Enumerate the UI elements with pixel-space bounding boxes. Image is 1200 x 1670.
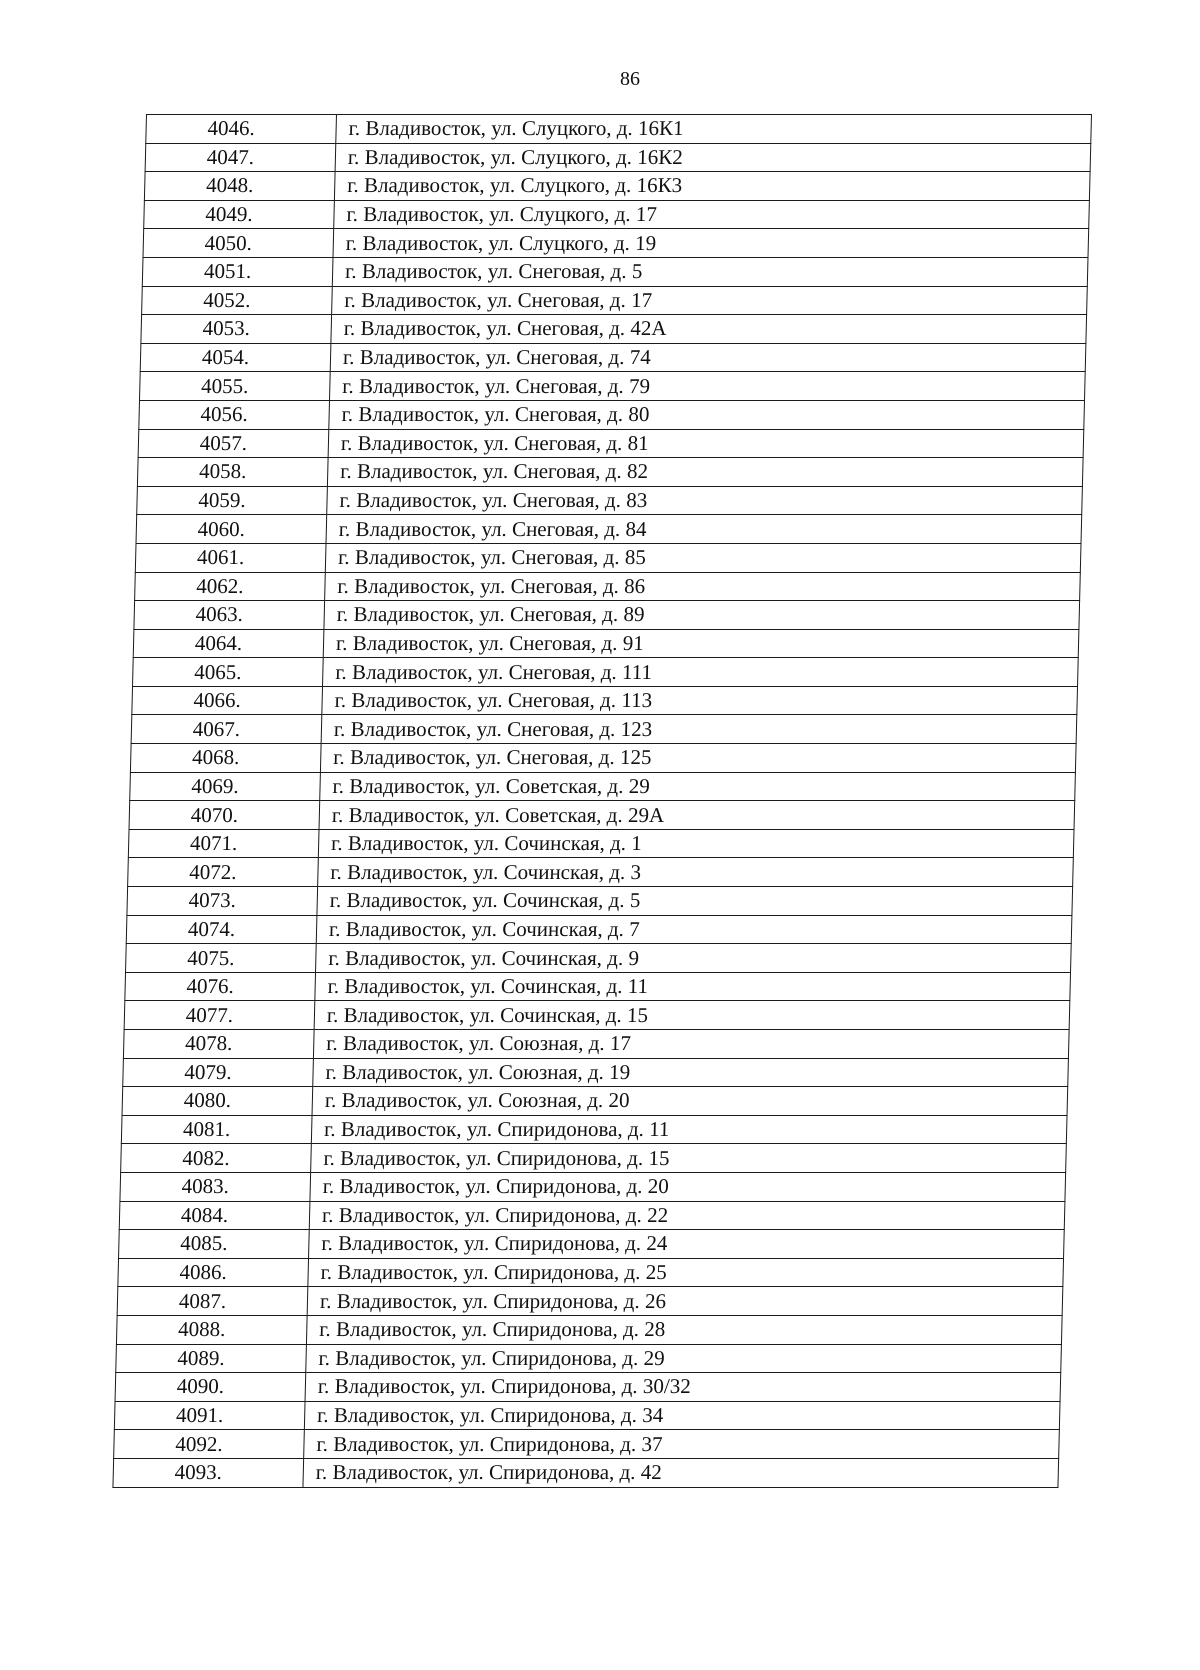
row-number: 4068. (130, 744, 321, 773)
row-address: г. Владивосток, ул. Спиридонова, д. 24 (309, 1230, 1065, 1259)
page-number: 86 (620, 68, 640, 90)
table-row (117, 1287, 1063, 1316)
row-address: г. Владивосток, ул. Снеговая, д. 113 (322, 686, 1078, 715)
row-number: 4061. (135, 543, 326, 572)
table-row (123, 1030, 1069, 1059)
table-row (119, 1201, 1065, 1230)
row-address: г. Владивосток, ул. Сочинская, д. 9 (316, 944, 1072, 973)
table-row (126, 915, 1072, 944)
row-number: 4091. (114, 1401, 305, 1430)
table-row (143, 229, 1089, 258)
row-number: 4079. (123, 1058, 314, 1087)
row-address: г. Владивосток, ул. Снеговая, д. 89 (324, 601, 1080, 630)
table-row (114, 1430, 1060, 1459)
row-address: г. Владивосток, ул. Спиридонова, д. 25 (308, 1258, 1064, 1287)
table-row (129, 801, 1075, 830)
row-address: г. Владивосток, ул. Слуцкого, д. 19 (333, 229, 1089, 258)
table-row (123, 1058, 1069, 1087)
row-number: 4060. (136, 515, 327, 544)
row-address: г. Владивосток, ул. Спиридонова, д. 20 (310, 1172, 1066, 1201)
table-row (130, 744, 1076, 773)
table-row (142, 286, 1088, 315)
table-row (122, 1087, 1068, 1116)
row-number: 4090. (115, 1373, 306, 1402)
row-address: г. Владивосток, ул. Сочинская, д. 3 (318, 858, 1074, 887)
row-address: г. Владивосток, ул. Спиридонова, д. 26 (307, 1287, 1063, 1316)
row-number: 4069. (130, 772, 321, 801)
row-number: 4070. (129, 801, 320, 830)
row-address: г. Владивосток, ул. Слуцкого, д. 17 (334, 200, 1090, 229)
row-number: 4085. (119, 1230, 310, 1259)
table-row (135, 543, 1081, 572)
table-row (145, 143, 1091, 172)
row-number: 4053. (141, 315, 332, 344)
table-row (133, 658, 1079, 687)
row-address: г. Владивосток, ул. Советская, д. 29 (320, 772, 1076, 801)
row-address: г. Владивосток, ул. Снеговая, д. 86 (325, 572, 1081, 601)
table-row (144, 200, 1090, 229)
table-row (144, 172, 1090, 201)
row-number: 4055. (139, 372, 330, 401)
table-row (133, 629, 1079, 658)
table-row (114, 1401, 1060, 1430)
table-row (139, 372, 1085, 401)
row-number: 4093. (113, 1458, 304, 1487)
row-address: г. Владивосток, ул. Снеговая, д. 81 (328, 429, 1084, 458)
row-address: г. Владивосток, ул. Снеговая, д. 5 (332, 257, 1088, 286)
table-row (146, 115, 1092, 144)
row-number: 4048. (144, 172, 335, 201)
row-number: 4083. (120, 1172, 311, 1201)
table-row (113, 1458, 1059, 1487)
table-row (140, 343, 1086, 372)
row-address: г. Владивосток, ул. Слуцкого, д. 16К1 (336, 115, 1092, 144)
row-number: 4092. (114, 1430, 305, 1459)
table-row (132, 686, 1078, 715)
row-number: 4064. (133, 629, 324, 658)
table-row (126, 944, 1072, 973)
table-row (134, 601, 1080, 630)
table-row (141, 315, 1087, 344)
table-row (137, 486, 1083, 515)
row-address: г. Владивосток, ул. Спиридонова, д. 34 (304, 1401, 1060, 1430)
row-number: 4047. (145, 143, 336, 172)
row-address: г. Владивосток, ул. Союзная, д. 20 (312, 1087, 1068, 1116)
row-address: г. Владивосток, ул. Снеговая, д. 84 (326, 515, 1082, 544)
row-address: г. Владивосток, ул. Снеговая, д. 17 (332, 286, 1088, 315)
row-address: г. Владивосток, ул. Спиридонова, д. 30/32 (305, 1373, 1061, 1402)
row-number: 4063. (134, 601, 325, 630)
row-number: 4065. (133, 658, 324, 687)
row-number: 4077. (124, 1001, 315, 1030)
row-address: г. Владивосток, ул. Снеговая, д. 74 (330, 343, 1086, 372)
row-number: 4062. (135, 572, 326, 601)
row-number: 4087. (117, 1287, 308, 1316)
row-address: г. Владивосток, ул. Спиридонова, д. 37 (304, 1430, 1060, 1459)
row-address: г. Владивосток, ул. Снеговая, д. 111 (323, 658, 1079, 687)
row-number: 4076. (125, 972, 316, 1001)
row-number: 4057. (138, 429, 329, 458)
row-number: 4078. (123, 1030, 314, 1059)
row-address: г. Владивосток, ул. Слуцкого, д. 16К3 (334, 172, 1090, 201)
table-row (119, 1230, 1065, 1259)
row-number: 4066. (132, 686, 323, 715)
row-address: г. Владивосток, ул. Сочинская, д. 7 (316, 915, 1072, 944)
row-number: 4054. (140, 343, 331, 372)
table-row (139, 400, 1085, 429)
row-number: 4086. (118, 1258, 309, 1287)
table-row (138, 429, 1084, 458)
row-number: 4058. (137, 458, 328, 487)
table-row (127, 887, 1073, 916)
row-number: 4081. (121, 1115, 312, 1144)
row-address: г. Владивосток, ул. Снеговая, д. 79 (329, 372, 1085, 401)
row-number: 4084. (119, 1201, 310, 1230)
row-address: г. Владивосток, ул. Снеговая, д. 83 (327, 486, 1083, 515)
table-row (136, 515, 1082, 544)
row-address: г. Владивосток, ул. Снеговая, д. 82 (327, 458, 1083, 487)
row-number: 4073. (127, 887, 318, 916)
table-row (124, 1001, 1070, 1030)
row-address: г. Владивосток, ул. Сочинская, д. 15 (314, 1001, 1070, 1030)
table-row (116, 1344, 1062, 1373)
row-address: г. Владивосток, ул. Слуцкого, д. 16К2 (335, 143, 1091, 172)
row-address: г. Владивосток, ул. Снеговая, д. 91 (323, 629, 1079, 658)
row-number: 4051. (142, 257, 333, 286)
row-address: г. Владивосток, ул. Снеговая, д. 80 (329, 400, 1085, 429)
row-number: 4075. (126, 944, 317, 973)
row-address: г. Владивосток, ул. Спиридонова, д. 28 (306, 1315, 1062, 1344)
row-number: 4049. (144, 200, 335, 229)
table-row (115, 1373, 1061, 1402)
row-address: г. Владивосток, ул. Снеговая, д. 123 (321, 715, 1077, 744)
table-row (142, 257, 1088, 286)
row-number: 4074. (126, 915, 317, 944)
table-row (128, 829, 1074, 858)
row-number: 4082. (121, 1144, 312, 1173)
row-number: 4088. (116, 1315, 307, 1344)
row-number: 4072. (128, 858, 319, 887)
row-address: г. Владивосток, ул. Сочинская, д. 1 (318, 829, 1074, 858)
row-address: г. Владивосток, ул. Спиридонова, д. 22 (309, 1201, 1065, 1230)
table-row (137, 458, 1083, 487)
address-table (112, 114, 1092, 1488)
table-row (128, 858, 1074, 887)
row-address: г. Владивосток, ул. Снеговая, д. 125 (320, 744, 1076, 773)
row-number: 4059. (137, 486, 328, 515)
table-row (120, 1172, 1066, 1201)
address-table-body (113, 115, 1092, 1488)
row-number: 4089. (116, 1344, 307, 1373)
table-row (121, 1144, 1067, 1173)
row-number: 4080. (122, 1087, 313, 1116)
row-address: г. Владивосток, ул. Союзная, д. 17 (313, 1030, 1069, 1059)
row-address: г. Владивосток, ул. Спиридонова, д. 42 (303, 1458, 1059, 1487)
row-number: 4067. (131, 715, 322, 744)
row-address: г. Владивосток, ул. Союзная, д. 19 (313, 1058, 1069, 1087)
row-number: 4056. (139, 400, 330, 429)
row-number: 4050. (143, 229, 334, 258)
row-address: г. Владивосток, ул. Сочинская, д. 5 (317, 887, 1073, 916)
table-row (125, 972, 1071, 1001)
row-address: г. Владивосток, ул. Спиридонова, д. 11 (311, 1115, 1067, 1144)
table-row (118, 1258, 1064, 1287)
table-row (135, 572, 1081, 601)
row-number: 4052. (142, 286, 333, 315)
row-address: г. Владивосток, ул. Снеговая, д. 42А (331, 315, 1087, 344)
row-address: г. Владивосток, ул. Снеговая, д. 85 (325, 543, 1081, 572)
row-address: г. Владивосток, ул. Спиридонова, д. 15 (311, 1144, 1067, 1173)
row-address: г. Владивосток, ул. Сочинская, д. 11 (315, 972, 1071, 1001)
row-address: г. Владивосток, ул. Советская, д. 29А (319, 801, 1075, 830)
table-row (131, 715, 1077, 744)
row-number: 4046. (146, 115, 337, 144)
address-table-container (112, 114, 1091, 1488)
table-row (121, 1115, 1067, 1144)
table-row (116, 1315, 1062, 1344)
table-row (130, 772, 1076, 801)
row-number: 4071. (128, 829, 319, 858)
row-address: г. Владивосток, ул. Спиридонова, д. 29 (306, 1344, 1062, 1373)
